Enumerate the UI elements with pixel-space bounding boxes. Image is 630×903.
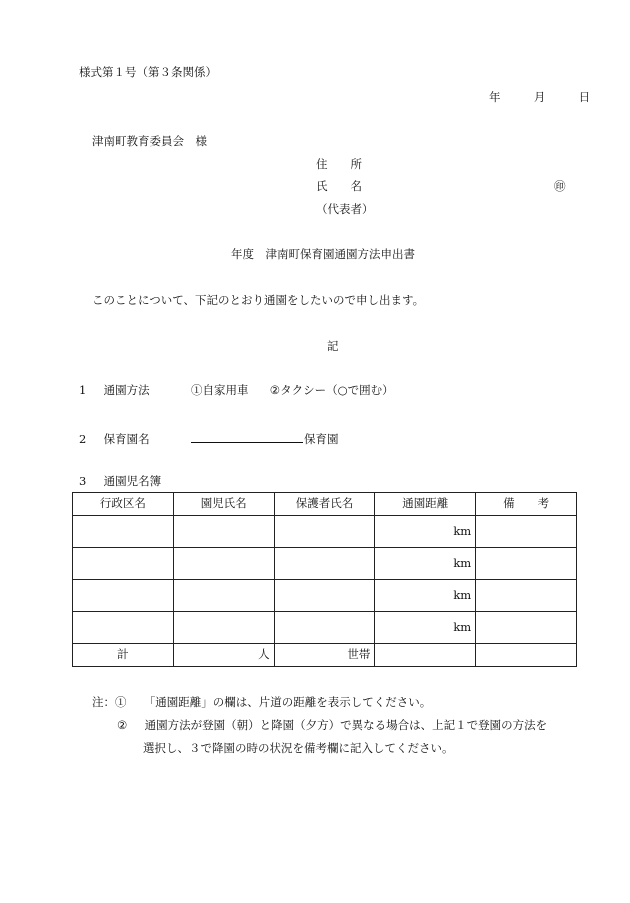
cell-distance[interactable]: km [375,580,476,612]
cell-remarks[interactable] [476,580,577,612]
section-1 [79,385,394,397]
note-1 [92,697,431,709]
section-1-number: 1 [79,383,87,397]
total-label: 計 [73,644,174,667]
section-2 [79,431,338,446]
nursery-name-blank[interactable] [191,431,303,443]
date-year: 年 [489,90,501,104]
option-taxi: ②タクシー（○で囲む） [269,383,394,397]
total-households[interactable]: 世帯 [274,644,375,667]
date-field [489,92,590,104]
document-title: 年度 津南町保育園通園方法申出書 [231,247,415,261]
seal-mark: ㊞ [554,179,566,193]
section-1-label: 通園方法 [103,383,150,397]
section-3-label: 通園児名簿 [103,474,162,488]
table-header-row [73,493,577,516]
address-label: 住 所 [316,157,362,171]
header-child-name: 園児氏名 [173,493,274,516]
note-2-marker: ② [117,718,128,732]
header-distance: 通園距離 [375,493,476,516]
total-row [73,644,577,667]
cell-child-name[interactable] [173,516,274,548]
cell-distance[interactable]: km [375,516,476,548]
note-1-text: 「通園距離」の欄は、片道の距離を表示してください。 [143,695,432,709]
cell-child-name[interactable] [173,580,274,612]
cell-remarks[interactable] [476,548,577,580]
cell-child-name[interactable] [173,548,274,580]
cell-remarks[interactable] [476,516,577,548]
addressee: 津南町教育委員会 様 [92,134,207,148]
cell-district[interactable] [73,612,174,644]
roster-table [72,492,577,667]
total-remarks[interactable] [476,644,577,667]
intro-text: このことについて、下記のとおり通園をしたいので申し出ます。 [92,293,425,307]
representative-label: （代表者） [316,202,374,216]
cell-guardian-name[interactable] [274,612,375,644]
cell-distance[interactable]: km [375,612,476,644]
header-remarks: 備 考 [476,493,577,516]
cell-remarks[interactable] [476,612,577,644]
total-persons[interactable]: 人 [173,644,274,667]
header-guardian-name: 保護者氏名 [274,493,375,516]
cell-district[interactable] [73,548,174,580]
note-2-text-line1: 通園方法が登園（朝）と降園（夕方）で異なる場合は、上記１で登園の方法を [144,718,548,732]
date-day: 日 [578,90,591,104]
name-label: 氏 名 [316,179,362,193]
section-2-label: 保育園名 [103,432,150,446]
section-3 [79,476,161,488]
date-month: 月 [533,90,546,104]
table-row [73,548,577,580]
nursery-suffix: 保育園 [303,432,339,446]
form-number: 様式第１号（第３条関係） [79,65,217,79]
table-row [73,612,577,644]
cell-distance[interactable]: km [375,548,476,580]
cell-guardian-name[interactable] [274,516,375,548]
section-2-number: 2 [79,432,87,446]
cell-district[interactable] [73,580,174,612]
ki-heading: 記 [327,339,339,353]
cell-guardian-name[interactable] [274,580,375,612]
header-district: 行政区名 [73,493,174,516]
note-2 [117,720,547,732]
cell-district[interactable] [73,516,174,548]
table-row [73,580,577,612]
note-2-continued: 選択し、３で降園の時の状況を備考欄に記入してください。 [143,741,454,755]
table-row [73,516,577,548]
note-prefix: 注：① [92,695,127,709]
total-distance[interactable] [375,644,476,667]
option-private-car: ①自家用車 [190,383,249,397]
cell-guardian-name[interactable] [274,548,375,580]
section-3-number: 3 [79,474,87,488]
cell-child-name[interactable] [173,612,274,644]
